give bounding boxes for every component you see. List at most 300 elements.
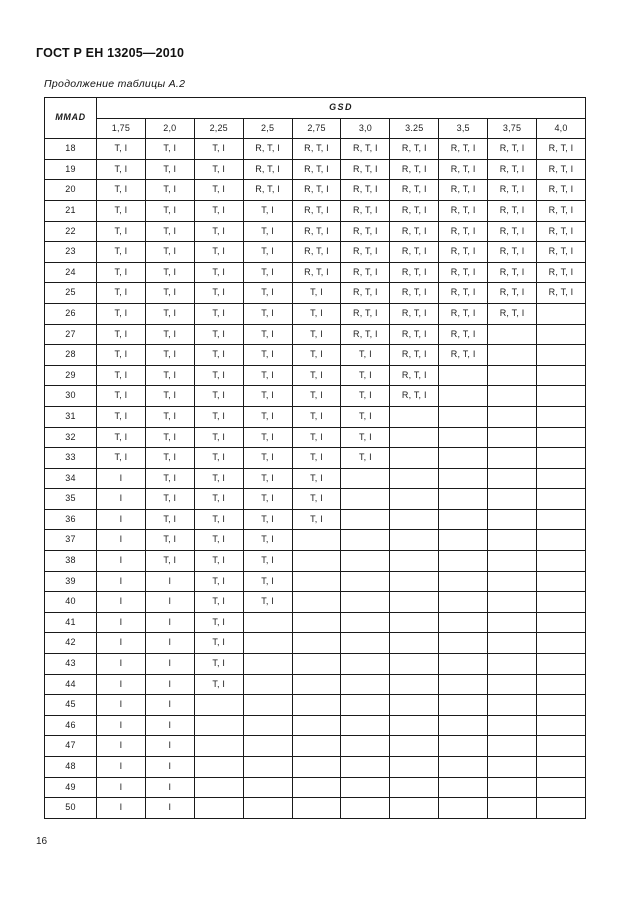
cell-empty xyxy=(537,324,586,345)
cell-empty xyxy=(439,530,488,551)
cell-value: T, I xyxy=(97,448,146,469)
column-header-gsd-9: 4,0 xyxy=(537,118,586,139)
table-row xyxy=(45,633,586,654)
cell-value: R, T, I xyxy=(390,345,439,366)
table-row xyxy=(45,468,586,489)
cell-value: T, I xyxy=(292,345,341,366)
cell-value: T, I xyxy=(243,262,292,283)
table-header-row-values xyxy=(45,118,586,139)
cell-value: T, I xyxy=(243,571,292,592)
cell-value: R, T, I xyxy=(390,365,439,386)
cell-value: R, T, I xyxy=(537,159,586,180)
cell-value: R, T, I xyxy=(292,159,341,180)
cell-empty xyxy=(488,736,537,757)
table-row xyxy=(45,654,586,675)
cell-empty xyxy=(390,654,439,675)
cell-value: T, I xyxy=(194,571,243,592)
cell-empty xyxy=(439,386,488,407)
cell-value: R, T, I xyxy=(488,159,537,180)
cell-empty xyxy=(488,386,537,407)
cell-value: T, I xyxy=(243,406,292,427)
cell-value: T, I xyxy=(145,468,194,489)
cell-mmad: 29 xyxy=(45,365,97,386)
cell-empty xyxy=(341,798,390,819)
cell-value: I xyxy=(145,798,194,819)
cell-value: T, I xyxy=(243,530,292,551)
cell-value: T, I xyxy=(97,365,146,386)
cell-value: T, I xyxy=(243,324,292,345)
cell-mmad: 20 xyxy=(45,180,97,201)
cell-value: R, T, I xyxy=(243,139,292,160)
cell-value: T, I xyxy=(97,303,146,324)
cell-value: R, T, I xyxy=(439,283,488,304)
cell-value: R, T, I xyxy=(292,221,341,242)
cell-empty xyxy=(537,530,586,551)
cell-empty xyxy=(439,592,488,613)
cell-value: I xyxy=(97,715,146,736)
cell-mmad: 32 xyxy=(45,427,97,448)
cell-value: T, I xyxy=(194,386,243,407)
cell-empty xyxy=(390,757,439,778)
cell-value: R, T, I xyxy=(537,180,586,201)
cell-mmad: 49 xyxy=(45,777,97,798)
cell-value: I xyxy=(97,736,146,757)
cell-empty xyxy=(341,530,390,551)
cell-empty xyxy=(488,406,537,427)
table-row xyxy=(45,530,586,551)
cell-empty xyxy=(488,324,537,345)
cell-empty xyxy=(390,592,439,613)
cell-empty xyxy=(439,489,488,510)
cell-value: R, T, I xyxy=(390,386,439,407)
cell-value: T, I xyxy=(145,303,194,324)
cell-value: R, T, I xyxy=(439,262,488,283)
cell-value: I xyxy=(145,715,194,736)
table-row xyxy=(45,695,586,716)
cell-mmad: 38 xyxy=(45,551,97,572)
cell-value: I xyxy=(97,654,146,675)
cell-value: I xyxy=(97,777,146,798)
cell-empty xyxy=(488,509,537,530)
cell-value: T, I xyxy=(145,345,194,366)
cell-value: T, I xyxy=(145,551,194,572)
cell-value: I xyxy=(97,551,146,572)
cell-empty xyxy=(194,736,243,757)
cell-empty xyxy=(439,365,488,386)
cell-empty xyxy=(439,612,488,633)
cell-value: I xyxy=(97,509,146,530)
table-row xyxy=(45,406,586,427)
cell-empty xyxy=(292,736,341,757)
cell-value: T, I xyxy=(243,345,292,366)
cell-empty xyxy=(488,530,537,551)
cell-value: T, I xyxy=(194,427,243,448)
cell-value: T, I xyxy=(243,551,292,572)
cell-empty xyxy=(292,695,341,716)
column-header-mmad: MMAD xyxy=(45,98,97,139)
cell-empty xyxy=(537,633,586,654)
table-row xyxy=(45,200,586,221)
cell-mmad: 40 xyxy=(45,592,97,613)
cell-empty xyxy=(439,674,488,695)
cell-empty xyxy=(390,468,439,489)
table-row xyxy=(45,798,586,819)
cell-empty xyxy=(390,715,439,736)
cell-empty xyxy=(243,777,292,798)
cell-value: T, I xyxy=(194,262,243,283)
cell-value: T, I xyxy=(145,159,194,180)
cell-mmad: 33 xyxy=(45,448,97,469)
cell-value: T, I xyxy=(292,324,341,345)
table-row xyxy=(45,262,586,283)
cell-empty xyxy=(439,757,488,778)
cell-empty xyxy=(439,715,488,736)
standard-header: ГОСТ Р ЕН 13205—2010 xyxy=(36,46,185,60)
cell-empty xyxy=(390,633,439,654)
cell-value: R, T, I xyxy=(390,159,439,180)
cell-empty xyxy=(537,798,586,819)
cell-mmad: 22 xyxy=(45,221,97,242)
cell-empty xyxy=(488,715,537,736)
cell-value: R, T, I xyxy=(537,283,586,304)
cell-empty xyxy=(439,777,488,798)
cell-value: T, I xyxy=(243,365,292,386)
table-row xyxy=(45,551,586,572)
cell-empty xyxy=(537,386,586,407)
cell-empty xyxy=(243,736,292,757)
cell-mmad: 18 xyxy=(45,139,97,160)
column-header-gsd-7: 3,5 xyxy=(439,118,488,139)
cell-empty xyxy=(390,489,439,510)
cell-value: I xyxy=(145,777,194,798)
cell-value: I xyxy=(145,757,194,778)
cell-empty xyxy=(488,551,537,572)
cell-empty xyxy=(243,757,292,778)
cell-empty xyxy=(439,695,488,716)
cell-mmad: 31 xyxy=(45,406,97,427)
cell-empty xyxy=(537,448,586,469)
cell-value: R, T, I xyxy=(341,180,390,201)
cell-value: T, I xyxy=(194,324,243,345)
cell-empty xyxy=(390,777,439,798)
cell-empty xyxy=(537,571,586,592)
cell-value: I xyxy=(145,654,194,675)
cell-empty xyxy=(243,695,292,716)
cell-empty xyxy=(341,695,390,716)
cell-value: R, T, I xyxy=(488,180,537,201)
cell-value: R, T, I xyxy=(341,139,390,160)
cell-empty xyxy=(488,695,537,716)
cell-value: I xyxy=(97,612,146,633)
cell-value: T, I xyxy=(194,283,243,304)
table-row xyxy=(45,303,586,324)
cell-empty xyxy=(390,612,439,633)
cell-empty xyxy=(488,427,537,448)
cell-value: T, I xyxy=(97,221,146,242)
cell-value: R, T, I xyxy=(341,159,390,180)
cell-value: T, I xyxy=(243,386,292,407)
cell-value: T, I xyxy=(97,139,146,160)
cell-empty xyxy=(390,530,439,551)
cell-empty xyxy=(488,633,537,654)
cell-empty xyxy=(390,674,439,695)
cell-value: T, I xyxy=(194,303,243,324)
cell-empty xyxy=(341,777,390,798)
table-caption: Продолжение таблицы А.2 xyxy=(44,78,186,90)
cell-value: R, T, I xyxy=(341,262,390,283)
cell-empty xyxy=(537,509,586,530)
cell-empty xyxy=(488,757,537,778)
cell-value: T, I xyxy=(145,324,194,345)
cell-value: T, I xyxy=(292,489,341,510)
cell-value: R, T, I xyxy=(341,324,390,345)
cell-empty xyxy=(537,715,586,736)
cell-value: R, T, I xyxy=(439,221,488,242)
cell-value: T, I xyxy=(341,448,390,469)
cell-empty xyxy=(292,530,341,551)
column-header-gsd-4: 2,75 xyxy=(292,118,341,139)
cell-value: T, I xyxy=(145,448,194,469)
cell-value: I xyxy=(145,695,194,716)
cell-empty xyxy=(341,571,390,592)
cell-empty xyxy=(292,592,341,613)
cell-empty xyxy=(439,427,488,448)
cell-value: T, I xyxy=(145,406,194,427)
cell-empty xyxy=(292,612,341,633)
column-header-gsd-1: 2,0 xyxy=(145,118,194,139)
cell-mmad: 46 xyxy=(45,715,97,736)
table-header-row-group xyxy=(45,98,586,119)
cell-value: T, I xyxy=(97,406,146,427)
cell-value: T, I xyxy=(194,633,243,654)
table-body xyxy=(45,139,586,819)
cell-mmad: 23 xyxy=(45,242,97,263)
cell-mmad: 37 xyxy=(45,530,97,551)
cell-empty xyxy=(439,406,488,427)
cell-empty xyxy=(488,365,537,386)
cell-mmad: 44 xyxy=(45,674,97,695)
cell-empty xyxy=(488,571,537,592)
cell-value: T, I xyxy=(97,242,146,263)
cell-empty xyxy=(292,551,341,572)
cell-value: T, I xyxy=(194,180,243,201)
cell-empty xyxy=(243,654,292,675)
page-number: 16 xyxy=(36,836,48,847)
cell-value: T, I xyxy=(97,386,146,407)
cell-value: T, I xyxy=(292,468,341,489)
cell-empty xyxy=(341,509,390,530)
cell-value: T, I xyxy=(341,427,390,448)
cell-empty xyxy=(488,489,537,510)
cell-value: T, I xyxy=(97,283,146,304)
cell-value: R, T, I xyxy=(488,283,537,304)
cell-value: T, I xyxy=(194,654,243,675)
table-row xyxy=(45,365,586,386)
cell-empty xyxy=(390,509,439,530)
table-row xyxy=(45,674,586,695)
cell-value: R, T, I xyxy=(439,242,488,263)
cell-mmad: 45 xyxy=(45,695,97,716)
cell-value: T, I xyxy=(194,345,243,366)
cell-empty xyxy=(292,715,341,736)
cell-empty xyxy=(537,406,586,427)
cell-mmad: 30 xyxy=(45,386,97,407)
cell-value: R, T, I xyxy=(390,324,439,345)
cell-empty xyxy=(488,612,537,633)
cell-value: I xyxy=(97,757,146,778)
cell-value: T, I xyxy=(97,427,146,448)
column-header-gsd-2: 2,25 xyxy=(194,118,243,139)
cell-mmad: 41 xyxy=(45,612,97,633)
cell-value: R, T, I xyxy=(341,303,390,324)
cell-mmad: 28 xyxy=(45,345,97,366)
cell-mmad: 42 xyxy=(45,633,97,654)
cell-value: T, I xyxy=(145,509,194,530)
cell-empty xyxy=(537,468,586,489)
cell-empty xyxy=(488,345,537,366)
cell-empty xyxy=(439,551,488,572)
cell-mmad: 24 xyxy=(45,262,97,283)
cell-value: T, I xyxy=(145,283,194,304)
cell-empty xyxy=(292,654,341,675)
cell-value: I xyxy=(97,695,146,716)
cell-value: T, I xyxy=(194,468,243,489)
cell-value: T, I xyxy=(194,489,243,510)
table-row xyxy=(45,345,586,366)
column-header-gsd-0: 1,75 xyxy=(97,118,146,139)
table-row xyxy=(45,757,586,778)
cell-value: I xyxy=(145,612,194,633)
cell-value: T, I xyxy=(243,242,292,263)
cell-empty xyxy=(537,654,586,675)
cell-value: R, T, I xyxy=(488,242,537,263)
cell-value: T, I xyxy=(145,180,194,201)
cell-value: R, T, I xyxy=(292,262,341,283)
cell-value: I xyxy=(145,571,194,592)
cell-value: R, T, I xyxy=(390,242,439,263)
cell-value: R, T, I xyxy=(390,139,439,160)
cell-mmad: 21 xyxy=(45,200,97,221)
cell-value: T, I xyxy=(145,221,194,242)
cell-empty xyxy=(341,654,390,675)
cell-value: T, I xyxy=(97,262,146,283)
table-row xyxy=(45,777,586,798)
cell-mmad: 50 xyxy=(45,798,97,819)
cell-empty xyxy=(194,757,243,778)
cell-empty xyxy=(537,427,586,448)
cell-value: R, T, I xyxy=(537,221,586,242)
cell-value: T, I xyxy=(145,200,194,221)
cell-value: R, T, I xyxy=(390,180,439,201)
cell-value: T, I xyxy=(194,674,243,695)
table-row xyxy=(45,427,586,448)
cell-empty xyxy=(439,798,488,819)
mmad-gsd-table xyxy=(44,97,586,819)
cell-value: T, I xyxy=(292,386,341,407)
cell-mmad: 34 xyxy=(45,468,97,489)
cell-mmad: 47 xyxy=(45,736,97,757)
table-row xyxy=(45,448,586,469)
cell-value: I xyxy=(145,674,194,695)
cell-empty xyxy=(194,695,243,716)
cell-empty xyxy=(292,633,341,654)
cell-empty xyxy=(390,736,439,757)
cell-value: R, T, I xyxy=(341,221,390,242)
cell-value: T, I xyxy=(194,200,243,221)
cell-empty xyxy=(537,551,586,572)
cell-mmad: 35 xyxy=(45,489,97,510)
cell-mmad: 39 xyxy=(45,571,97,592)
table-row xyxy=(45,386,586,407)
cell-empty xyxy=(439,468,488,489)
cell-empty xyxy=(537,674,586,695)
cell-value: R, T, I xyxy=(390,303,439,324)
table-row xyxy=(45,324,586,345)
cell-value: R, T, I xyxy=(292,200,341,221)
cell-empty xyxy=(390,406,439,427)
cell-empty xyxy=(194,798,243,819)
table-row xyxy=(45,592,586,613)
cell-empty xyxy=(488,654,537,675)
cell-empty xyxy=(341,468,390,489)
cell-value: T, I xyxy=(243,448,292,469)
cell-value: R, T, I xyxy=(341,283,390,304)
cell-value: T, I xyxy=(194,448,243,469)
cell-empty xyxy=(292,674,341,695)
cell-value: T, I xyxy=(243,283,292,304)
cell-value: R, T, I xyxy=(390,221,439,242)
column-group-header-gsd: GSD xyxy=(97,98,586,119)
cell-value: R, T, I xyxy=(243,159,292,180)
table-row xyxy=(45,180,586,201)
cell-empty xyxy=(439,571,488,592)
cell-value: I xyxy=(97,530,146,551)
cell-value: T, I xyxy=(194,242,243,263)
column-header-gsd-6: 3.25 xyxy=(390,118,439,139)
cell-value: R, T, I xyxy=(292,180,341,201)
cell-value: R, T, I xyxy=(292,242,341,263)
cell-empty xyxy=(488,674,537,695)
cell-value: T, I xyxy=(97,345,146,366)
cell-value: R, T, I xyxy=(243,180,292,201)
cell-empty xyxy=(341,633,390,654)
cell-value: R, T, I xyxy=(439,303,488,324)
cell-value: T, I xyxy=(243,489,292,510)
cell-value: T, I xyxy=(97,180,146,201)
cell-value: T, I xyxy=(194,530,243,551)
cell-value: T, I xyxy=(292,427,341,448)
cell-value: T, I xyxy=(97,324,146,345)
cell-value: T, I xyxy=(243,468,292,489)
cell-value: T, I xyxy=(341,406,390,427)
cell-value: T, I xyxy=(292,448,341,469)
cell-empty xyxy=(537,736,586,757)
cell-empty xyxy=(537,489,586,510)
cell-empty xyxy=(341,736,390,757)
cell-empty xyxy=(194,777,243,798)
cell-empty xyxy=(341,592,390,613)
cell-value: T, I xyxy=(243,427,292,448)
cell-value: I xyxy=(145,592,194,613)
cell-empty xyxy=(292,798,341,819)
table-row xyxy=(45,242,586,263)
cell-value: T, I xyxy=(292,406,341,427)
cell-value: T, I xyxy=(194,159,243,180)
cell-empty xyxy=(439,736,488,757)
cell-value: T, I xyxy=(292,365,341,386)
cell-empty xyxy=(537,345,586,366)
cell-empty xyxy=(243,674,292,695)
